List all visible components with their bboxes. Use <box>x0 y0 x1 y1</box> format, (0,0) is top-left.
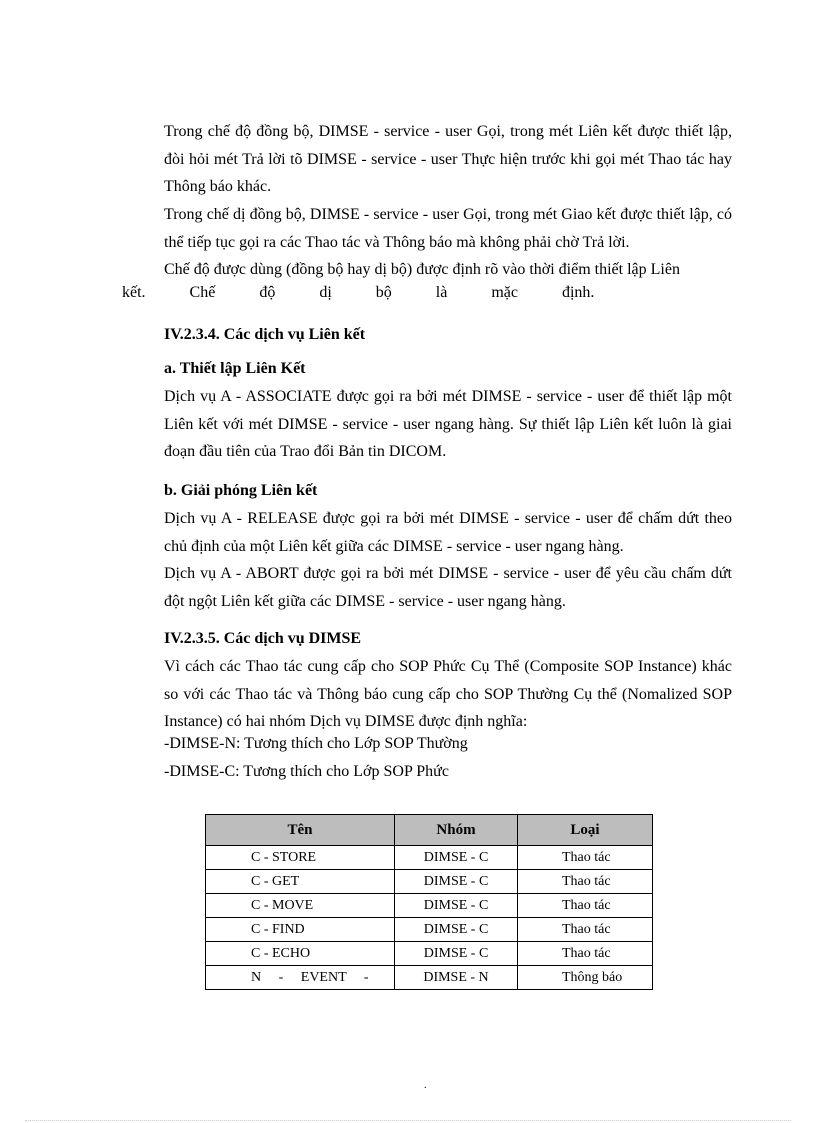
cell-name: C - ECHO <box>206 942 395 966</box>
paragraph-dimse-groups <box>164 653 732 736</box>
table-row <box>206 918 653 942</box>
column-header-group: Nhóm <box>395 815 518 846</box>
cell-name: C - MOVE <box>206 894 395 918</box>
paragraph-text: Trong chế dị đồng bộ, DIMSE - service - user Gọi, trong mét Giao kết được thiết lập, có thể tiếp tục gọi ra các Thao tác và Thông báo mà không phải chờ Trả lời. <box>164 206 732 251</box>
paragraph-sync-mode <box>164 118 732 201</box>
paragraph-text: Dịch vụ A - ASSOCIATE được gọi ra bởi mét DIMSE - service - user để thiết lập một Liên kết với mét DIMSE - service - user ngang hàng. Sự thiết lập Liên kết luôn là giai đoạn đầu tiên của Trao đổi Bản tin DICOM. <box>164 388 732 460</box>
dimse-services-table <box>205 814 653 990</box>
paragraph-mode-default: kết. Chế độ dị bộ là mặc định. <box>122 284 595 301</box>
paragraph-abort <box>164 560 732 615</box>
cell-type: Thông báo <box>518 966 653 990</box>
cell-group: DIMSE - C <box>395 846 518 870</box>
cell-group: DIMSE - C <box>395 918 518 942</box>
table-row <box>206 942 653 966</box>
cell-group: DIMSE - C <box>395 894 518 918</box>
paragraph-text: Trong chế độ đồng bộ, DIMSE - service - user Gọi, trong mét Liên kết được thiết lập, đòi hỏi mét Trả lời tõ DIMSE - service - user Thực hiện trước khi gọi mét Thao tác hay Thông báo khác. <box>164 123 732 195</box>
table-row <box>206 894 653 918</box>
cell-type: Thao tác <box>518 918 653 942</box>
paragraph-text: Vì cách các Thao tác cung cấp cho SOP Phức Cụ Thể (Composite SOP Instance) khác so với các Thao tác và Thông báo cung cấp cho SOP Thường Cụ thể (Nomalized SOP Instance) có hai nhóm Dịch vụ DIMSE được định nghĩa: <box>164 658 732 730</box>
paragraph-async-mode <box>164 201 732 256</box>
cell-group: DIMSE - C <box>395 870 518 894</box>
paragraph-text: Dịch vụ A - RELEASE được gọi ra bởi mét DIMSE - service - user để chấm dứt theo chủ định của một Liên kết giữa các DIMSE - service - user ngang hàng. <box>164 510 732 555</box>
footer-mark: . <box>424 1080 427 1091</box>
paragraph-release <box>164 505 732 560</box>
paragraph-text: Dịch vụ A - ABORT được gọi ra bởi mét DIMSE - service - user để yêu cầu chấm dứt đột ngột Liên kết giữa các DIMSE - service - user ngang hàng. <box>164 565 732 610</box>
page-bottom-divider <box>25 1120 791 1121</box>
cell-name: C - GET <box>206 870 395 894</box>
cell-name: C - STORE <box>206 846 395 870</box>
paragraph-associate <box>164 383 732 466</box>
cell-group: DIMSE - C <box>395 942 518 966</box>
section-heading-association: IV.2.3.4. Các dịch vụ Liên kết <box>164 326 366 343</box>
paragraph-mode-used: Chế độ được dùng (đồng bộ hay dị bộ) được định rõ vào thời điểm thiết lập Liên <box>164 261 680 278</box>
cell-type: Thao tác <box>518 942 653 966</box>
column-header-name: Tên <box>206 815 395 846</box>
table-row <box>206 846 653 870</box>
cell-type: Thao tác <box>518 870 653 894</box>
cell-group: DIMSE - N <box>395 966 518 990</box>
table-row <box>206 870 653 894</box>
cell-type: Thao tác <box>518 846 653 870</box>
cell-name: C - FIND <box>206 918 395 942</box>
section-heading-dimse: IV.2.3.5. Các dịch vụ DIMSE <box>164 630 362 647</box>
subheading-association-setup: a. Thiết lập Liên Kết <box>164 360 306 377</box>
cell-name: N - EVENT - <box>206 966 395 990</box>
subheading-association-release: b. Giải phóng Liên kết <box>164 482 318 499</box>
list-item-dimse-n: -DIMSE-N: Tương thích cho Lớp SOP Thường <box>164 735 468 752</box>
table-row <box>206 966 653 990</box>
cell-type: Thao tác <box>518 894 653 918</box>
table-header-row <box>206 815 653 846</box>
list-item-dimse-c: -DIMSE-C: Tương thích cho Lớp SOP Phức <box>164 763 449 780</box>
column-header-type: Loại <box>518 815 653 846</box>
